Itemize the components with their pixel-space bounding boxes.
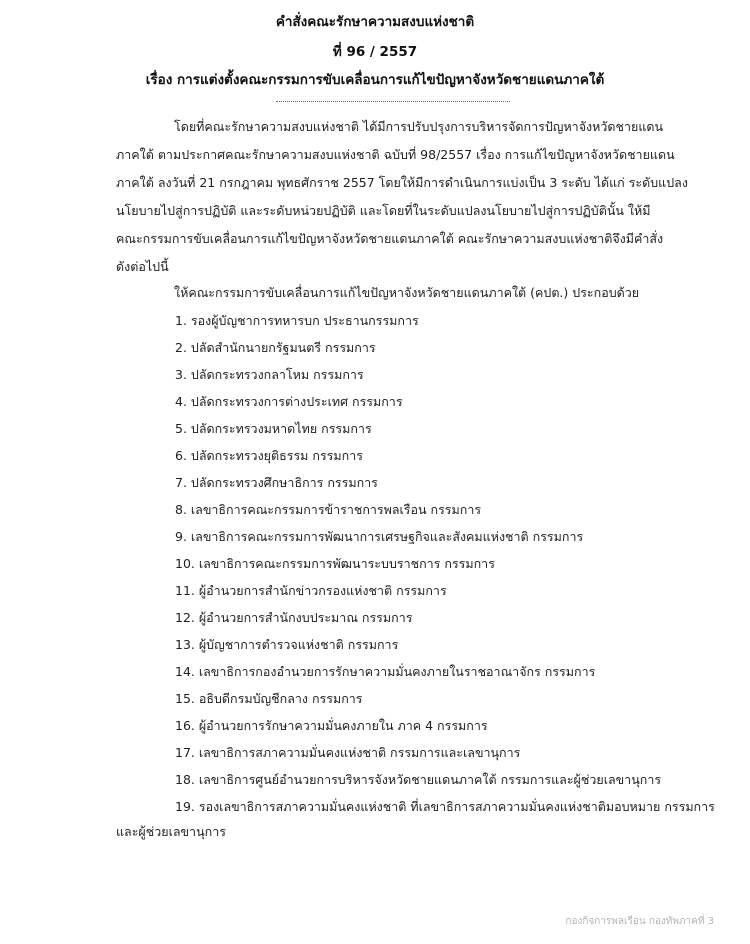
member-item: 16. ผู้อำนวยการรักษาความมั่นคงภายใน ภาค 4 กรรมการ bbox=[175, 718, 488, 733]
member-item: 5. ปลัดกระทรวงมหาดไทย กรรมการ bbox=[175, 421, 372, 436]
intro-line: ภาคใต้ ตามประกาศคณะรักษาความสงบแห่งชาติ ฉบับที่ 98/2557 เรื่อง การแก้ไขปัญหาจังหวัดชายแดน bbox=[116, 147, 675, 162]
member-item: 4. ปลัดกระทรวงการต่างประเทศ กรรมการ bbox=[175, 394, 403, 409]
member-item: 8. เลขาธิการคณะกรรมการข้าราชการพลเรือน กรรมการ bbox=[175, 502, 482, 517]
intro-line: โดยที่คณะรักษาความสงบแห่งชาติ ได้มีการปรับปรุงการบริหารจัดการปัญหาจังหวัดชายแดน bbox=[174, 119, 664, 134]
member-item-continuation: และผู้ช่วยเลขานุการ bbox=[116, 824, 226, 839]
document-title: คำสั่งคณะรักษาความสงบแห่งชาติ bbox=[275, 14, 475, 30]
member-item: 17. เลขาธิการสภาความมั่นคงแห่งชาติ กรรมการและเลขานุการ bbox=[175, 745, 521, 760]
intro-line: ดังต่อไปนี้ bbox=[116, 259, 169, 274]
order-number: ที่ 96 / 2557 bbox=[332, 44, 418, 60]
intro-line: ภาคใต้ ลงวันที่ 21 กรกฎาคม พุทธศักราช 2557 โดยให้มีการดำเนินการแบ่งเป็น 3 ระดับ ได้แก่ ระดับแปลง bbox=[116, 175, 688, 190]
member-item: 14. เลขาธิการกองอำนวยการรักษาความมั่นคงภายในราชอาณาจักร กรรมการ bbox=[175, 664, 596, 679]
member-item: 10. เลขาธิการคณะกรรมการพัฒนาระบบราชการ กรรมการ bbox=[175, 556, 495, 571]
composition-intro: ให้คณะกรรมการขับเคลื่อนการแก้ไขปัญหาจังหวัดชายแดนภาคใต้ (คปต.) ประกอบด้วย bbox=[174, 285, 640, 300]
footer-source: กองกิจการพลเรือน กองทัพภาคที่ 3 bbox=[565, 916, 714, 927]
dotted-divider bbox=[276, 101, 510, 102]
order-subject: เรื่อง การแต่งตั้งคณะกรรมการขับเคลื่อนการแก้ไขปัญหาจังหวัดชายแดนภาคใต้ bbox=[145, 72, 605, 88]
member-item: 6. ปลัดกระทรวงยุติธรรม กรรมการ bbox=[175, 448, 363, 463]
member-item: 7. ปลัดกระทรวงศึกษาธิการ กรรมการ bbox=[175, 475, 378, 490]
member-item: 9. เลขาธิการคณะกรรมการพัฒนาการเศรษฐกิจและสังคมแห่งชาติ กรรมการ bbox=[175, 529, 584, 544]
member-item: 12. ผู้อำนวยการสำนักงบประมาณ กรรมการ bbox=[175, 610, 413, 625]
member-item: 18. เลขาธิการศูนย์อำนวยการบริหารจังหวัดชายแดนภาคใต้ กรรมการและผู้ช่วยเลขานุการ bbox=[175, 772, 662, 787]
member-item: 13. ผู้บัญชาการตำรวจแห่งชาติ กรรมการ bbox=[175, 637, 399, 652]
member-item: 1. รองผู้บัญชาการทหารบก ประธานกรรมการ bbox=[175, 313, 419, 328]
intro-line: คณะกรรมการขับเคลื่อนการแก้ไขปัญหาจังหวัดชายแดนภาคใต้ คณะรักษาความสงบแห่งชาติจึงมีคำสั่ง bbox=[116, 231, 664, 246]
intro-line: นโยบายไปสู่การปฏิบัติ และระดับหน่วยปฏิบัติ และโดยที่ในระดับแปลงนโยบายไปสู่การปฏิบัตินั้น ให้มี bbox=[116, 203, 651, 218]
member-item: 3. ปลัดกระทรวงกลาโหม กรรมการ bbox=[175, 367, 364, 382]
member-item: 2. ปลัดสำนักนายกรัฐมนตรี กรรมการ bbox=[175, 340, 376, 355]
member-item: 19. รองเลขาธิการสภาความมั่นคงแห่งชาติ ที่เลขาธิการสภาความมั่นคงแห่งชาติมอบหมาย กรรมการ bbox=[175, 799, 715, 814]
member-item: 15. อธิบดีกรมบัญชีกลาง กรรมการ bbox=[175, 691, 363, 706]
member-item: 11. ผู้อำนวยการสำนักข่าวกรองแห่งชาติ กรรมการ bbox=[175, 583, 447, 598]
